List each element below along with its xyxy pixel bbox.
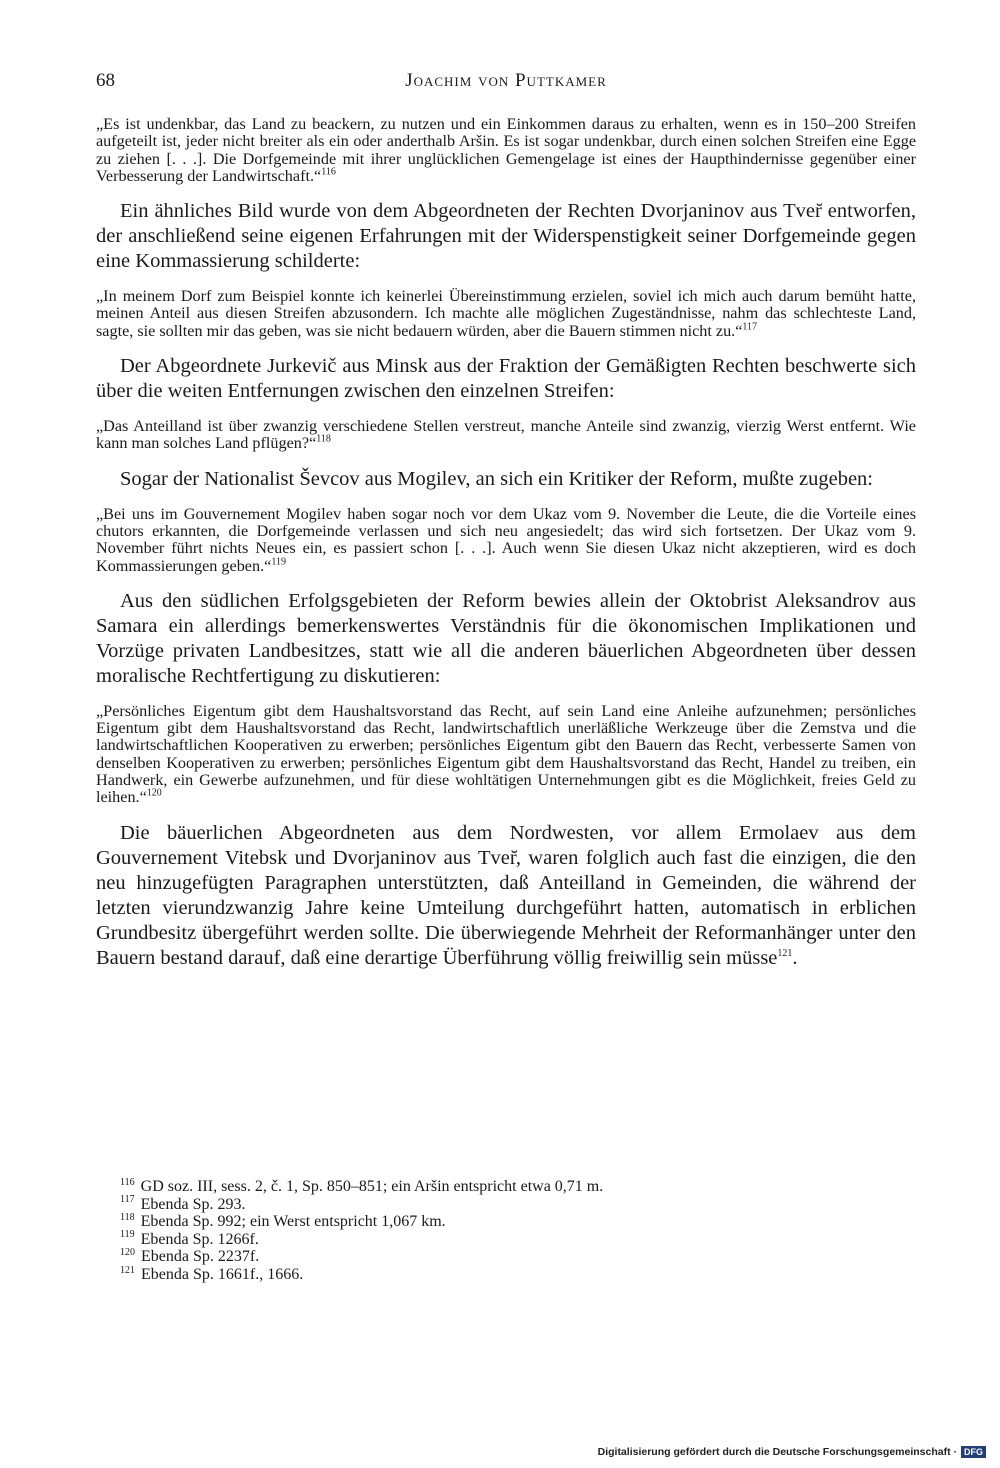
running-head: Joachim von Puttkamer <box>405 70 607 91</box>
paragraph <box>96 354 916 404</box>
block-text: „Es ist undenkbar, das Land zu beackern, zu nutzen und ein Einkommen daraus zu erhalten, wenn es in 150–200 Streifen aufgeteilt ist, jeder nicht breiter als ein oder anderthalb Aršin. Es ist sogar undenkbar, durch einen solchen Streifen eine Egge zu ziehen [. . .]. Die Dorfgemeinde mit ihrer unglücklichen Gemengelage ist eines der Haupthindernisse gegenüber einer Verbesserung der Landwirtschaft.“ <box>96 115 916 185</box>
block-text: „In meinem Dorf zum Beispiel konnte ich keinerlei Übereinstimmung erzielen, soviel ich mich auch darum bemüht hatte, meinen Anteil aus diesen Streifen abzusondern. Ich machte alle möglichen Zugeständnisse, nahm das schlechteste Land, sagte, sie sollten mir das geben, was sie nicht bedauern würden, aber die Bauern stimmen nicht zu.“ <box>96 287 916 340</box>
digitization-credit <box>598 1446 986 1458</box>
footnote-ref[interactable]: 120 <box>146 787 162 799</box>
footnote <box>120 1248 900 1266</box>
footnote-text: Ebenda Sp. 2237f. <box>141 1248 260 1266</box>
footnote-number: 117 <box>120 1194 135 1206</box>
paragraph <box>96 589 916 689</box>
block-text: Ein ähnliches Bild wurde von dem Abgeordneten der Rechten Dvorjaninov aus Tver̆ entworfen, der anschließend seine eigenen Erfahrungen mit der Widerspenstigkeit seiner Dorfgemeinde gegen eine Kommassierung schilderte: <box>96 200 916 273</box>
dfg-logo: DFG <box>961 1446 986 1458</box>
page-number: 68 <box>96 70 115 91</box>
block-text: Der Abgeordnete Jurkevič aus Minsk aus der Fraktion der Gemäßigten Rechten beschwerte sich über die weiten Entfernungen zwischen den einzelnen Streifen: <box>96 355 916 403</box>
footnote-text: Ebenda Sp. 1266f. <box>140 1230 259 1248</box>
block-text: „Bei uns im Gouvernement Mogilev haben sogar noch vor dem Ukaz vom 9. November die Leute, die die Vorteile eines chutors erkannten, die Dorfgemeinde verlassen und sich neu angesiedelt; das wird sich fortsetzen. Der Ukaz vom 9. November führt nichts Neues ein, es passiert schon [. . .]. Auch wenn Sie diesen Ukaz nicht akzeptieren, wird es doch Kommassierungen geben.“ <box>96 504 916 575</box>
footnote-number: 121 <box>120 1264 135 1276</box>
footnote-number: 118 <box>120 1211 135 1223</box>
footnote <box>120 1196 900 1214</box>
paragraph <box>96 199 916 274</box>
block-quote <box>96 703 916 807</box>
block-text: Sogar der Nationalist Ševcov aus Mogilev, an sich ein Kritiker der Reform, mußte zugeben: <box>120 467 873 490</box>
footnote <box>120 1178 900 1196</box>
block-quote <box>96 418 916 453</box>
footnote-number: 120 <box>120 1247 135 1259</box>
footnotes <box>120 1178 900 1284</box>
page-header <box>96 70 916 100</box>
footnote-ref[interactable]: 119 <box>271 556 286 568</box>
footnote <box>120 1213 900 1231</box>
footnote-number: 116 <box>120 1176 135 1188</box>
footnote-text: Ebenda Sp. 293. <box>140 1195 246 1213</box>
block-tail: . <box>792 946 798 969</box>
footnote-ref[interactable]: 117 <box>742 321 758 333</box>
footnote-text: GD soz. III, sess. 2, č. 1, Sp. 850–851; ein Aršin entspricht etwa 0,71 m. <box>140 1178 604 1195</box>
footnote-number: 119 <box>120 1229 135 1241</box>
block-quote <box>96 506 916 575</box>
credit-text: Digitalisierung gefördert durch die Deutsche Forschungsgemeinschaft · <box>597 1446 957 1458</box>
block-text: „Persönliches Eigentum gibt dem Haushaltsvorstand das Recht, auf sein Land eine Anleihe aufzunehmen; persönliches Eigentum gibt dem Haushaltsvorstand das Recht, landwirtschaftlich unerläßliche Werkzeuge über die Zemstva und die landwirtschaftlichen Kooperativen zu erwerben; persönliches Eigentum gibt den Bauern das Recht, verbesserte Samen von denselben Kooperativen zu erwerben; persönliches Eigentum gibt dem Haushaltsvorstand das Recht, Handel zu treiben, ein Handwerk, ein Gewerbe aufzunehmen, und für diese wohltätigen Unternehmungen gibt es die Möglichkeit, freies Geld zu leihen.“ <box>96 701 916 807</box>
footnote-text: Ebenda Sp. 1661f., 1666. <box>141 1265 304 1283</box>
footnote-ref[interactable]: 118 <box>316 433 331 445</box>
footnote <box>120 1231 900 1249</box>
block-quote <box>96 116 916 185</box>
block-quote <box>96 288 916 340</box>
block-text: Die bäuerlichen Abgeordneten aus dem Nordwesten, vor allem Ermolaev aus dem Gouvernement Vitebsk und Dvorjaninov aus Tver̆, waren folglich auch fast die einzigen, die den neu hinzugefügten Paragraphen unterstützten, daß Anteilland in Gemeinden, die während der letzten vierundzwanzig Jahre keine Umteilung durchgeführt hatten, automatisch in erblichen Grundbesitz übergeführt werden sollte. Die überwiegende Mehrheit der Reformanhänger unter den Bauern bestand darauf, daß eine derartige Überführung völlig freiwillig sein müsse <box>96 821 916 969</box>
footnote <box>120 1266 900 1284</box>
block-text: Aus den südlichen Erfolgsgebieten der Reform bewies allein der Oktobrist Aleksandrov aus Samara ein allerdings bemerkenswertes Verständnis für die ökonomischen Implikationen und Vorzüge privaten Landbesitzes, statt wie all die anderen bäuerlichen Abgeordneten über dessen moralische Rechtfertigung zu diskutieren: <box>96 589 916 687</box>
footnote-ref[interactable]: 116 <box>321 166 336 178</box>
paragraph <box>96 467 916 492</box>
block-text: „Das Anteilland ist über zwanzig verschiedene Stellen verstreut, manche Anteile sind zwanzig, vierzig Werst entfernt. Wie kann man solches Land pflügen?“ <box>96 417 916 453</box>
paragraph <box>96 821 916 971</box>
footnote-text: Ebenda Sp. 992; ein Werst entspricht 1,067 km. <box>140 1213 446 1231</box>
body-text <box>96 116 916 985</box>
footnote-ref[interactable]: 121 <box>777 947 793 959</box>
